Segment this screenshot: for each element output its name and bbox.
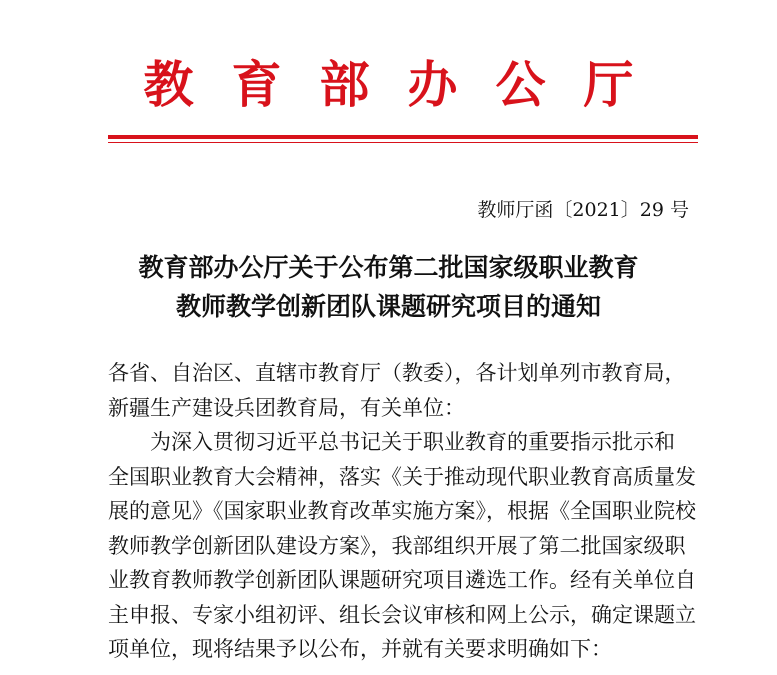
paragraph-line: 为深入贯彻习近平总书记关于职业教育的重要指示批示和 [150, 430, 675, 454]
addressee-line: 新疆生产建设兵团教育局，有关单位： [108, 395, 465, 420]
paragraph-line: 展的意见》《国家职业教育改革实施方案》，根据《全国职业院校 [108, 499, 696, 523]
title-line: 教师教学创新团队课题研究项目的通知 [175, 292, 601, 321]
paragraph-line: 业教育教师教学创新团队课题研究项目遴选工作。经有关单位自 [108, 568, 696, 592]
paragraph-line: 项单位，现将结果予以公布，并就有关要求明确如下： [108, 637, 612, 661]
document-title [0, 248, 777, 326]
agency-header: 教育部办公厅 [143, 55, 672, 114]
paragraph-line: 全国职业教育大会精神，落实《关于推动现代职业教育高质量发 [108, 464, 696, 489]
paragraph-line: 教师教学创新团队建设方案》，我部组织开展了第二批国家级职 [108, 533, 686, 558]
addressee-line: 各省、自治区、直辖市教育厅（教委），各计划单列市教育局， [108, 361, 686, 385]
title-line: 教育部办公厅关于公布第二批国家级职业教育 [138, 253, 639, 282]
header-red-rule-thin [108, 142, 698, 143]
paragraph-line: 主申报、专家小组初评、组长会议审核和网上公示，确定课题立 [108, 602, 696, 627]
header-red-rule-thick [108, 135, 698, 139]
document-number: 教师厅函〔2021〕29 号 [477, 199, 689, 221]
document-body [108, 356, 708, 667]
